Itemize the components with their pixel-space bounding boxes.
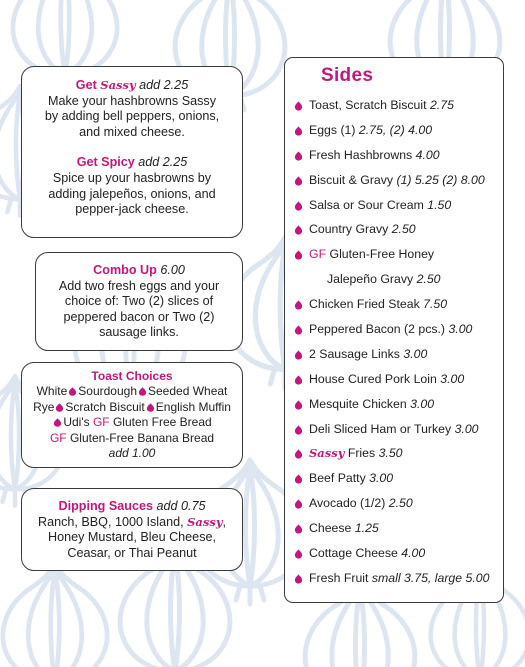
onion-bullet-icon <box>294 425 303 435</box>
onion-bullet-icon <box>294 549 303 559</box>
side-item-name: Gluten-Free Honey <box>329 247 435 262</box>
sides-title: Sides <box>321 65 374 86</box>
onion-outline-icon <box>3 563 107 667</box>
side-item-name: House Cured Pork Loin <box>309 371 437 386</box>
toast-item: Rye <box>33 399 55 414</box>
side-item <box>285 98 505 123</box>
combo-desc-1: Add two fresh eggs and your <box>58 278 220 293</box>
sassy-title-prefix: Get <box>75 78 97 92</box>
onion-bullet-icon <box>294 400 303 410</box>
side-item-text <box>327 272 441 286</box>
gf-label: GF <box>309 247 327 262</box>
side-item-text <box>309 521 379 535</box>
side-item-name: Fresh Hashbrowns <box>309 147 413 162</box>
side-item <box>285 571 505 596</box>
side-item-price: 3.00 <box>454 421 479 436</box>
side-item-price: 3.50 <box>378 446 403 461</box>
dip-price: add 0.75 <box>156 499 206 513</box>
side-item-text <box>309 198 451 212</box>
onion-bullet-icon <box>294 499 303 509</box>
gf-label: GF <box>49 430 67 445</box>
side-item-text <box>309 98 454 112</box>
side-item-name: Peppered Bacon (2 pcs.) <box>309 322 446 337</box>
side-item-text <box>309 123 432 137</box>
side-item-text <box>309 496 413 510</box>
side-item-price: 2.75 <box>429 98 454 112</box>
sassy-desc-3: and mixed cheese. <box>79 124 185 139</box>
sassy-price: add 2.25 <box>139 78 189 92</box>
spicy-price: add 2.25 <box>138 155 188 170</box>
side-item-price: 2.50 <box>416 272 441 287</box>
side-item-name: Toast, Scratch Biscuit <box>309 98 427 112</box>
toast-title: Toast Choices <box>91 369 173 383</box>
onion-bullet-icon <box>294 449 303 459</box>
gf-label: GF <box>92 415 110 430</box>
side-item-price: 3.00 <box>403 346 428 361</box>
banana-bread: Gluten-Free Banana Bread <box>69 430 215 445</box>
side-item-text <box>309 173 485 187</box>
onion-bullet-icon <box>294 225 303 235</box>
side-item-text <box>309 571 489 585</box>
side-item-name: Biscuit & Gravy <box>309 172 394 187</box>
onion-bullet-icon <box>294 350 303 360</box>
sassy-desc-1: Make your hashbrowns Sassy <box>48 93 216 108</box>
dip-line-1-text: Ranch, BBQ, 1000 Island, <box>37 514 184 529</box>
side-item-text <box>309 222 416 236</box>
onion-bullet-icon <box>55 403 64 412</box>
onion-bullet-icon <box>294 574 303 584</box>
side-item-text <box>309 247 434 261</box>
banana-price: add 1.00 <box>108 446 156 461</box>
toast-item: Sourdough <box>78 384 137 399</box>
side-item-name: Mesquite Chicken <box>309 396 407 411</box>
dipping-sauces-panel <box>21 488 243 571</box>
side-item-name: Country Gravy <box>309 222 389 237</box>
toast-item: English Muffin <box>155 399 231 414</box>
side-item-price: 2.50 <box>391 222 416 237</box>
sassy-desc-2: by adding bell peppers, onions, <box>44 109 220 124</box>
combo-desc-4: sausage links. <box>99 325 179 340</box>
sides-list <box>285 98 505 596</box>
side-item-name: Fries <box>347 446 376 461</box>
side-item-text <box>309 322 472 336</box>
sassy-script-logo: Sassy <box>100 78 136 92</box>
dip-title <box>22 499 242 515</box>
side-item <box>285 446 505 471</box>
combo-title <box>36 263 242 279</box>
side-item-price: 4.00 <box>401 546 426 561</box>
onion-bullet-icon <box>294 375 303 385</box>
sassy-title <box>22 78 242 94</box>
spicy-desc-2: adding jalepeños, onions, and <box>48 186 216 201</box>
side-item <box>285 272 505 297</box>
side-item-price: 7.50 <box>423 297 448 312</box>
side-item-name: Cheese <box>309 521 352 536</box>
side-item <box>285 521 505 546</box>
combo-price: 6.00 <box>160 263 185 277</box>
onion-bullet-icon <box>294 474 303 484</box>
dip-line-2: Honey Mustard, Bleu Cheese, <box>47 530 216 545</box>
toast-line-3 <box>22 415 242 430</box>
side-item-text <box>309 446 403 460</box>
sassy-script-logo: Sassy <box>309 446 345 461</box>
onion-bullet-icon <box>294 126 303 136</box>
side-item-price: 4.00 <box>415 147 440 162</box>
side-item-name: Avocado (1/2) <box>309 496 386 511</box>
dip-line-3: Ceasar, or Thai Peanut <box>67 545 197 560</box>
onion-bullet-icon <box>294 300 303 310</box>
toast-item: Seeded Wheat <box>148 384 228 399</box>
side-item-name: Deli Sliced Ham or Turkey <box>309 421 452 436</box>
udi-prefix: Udi's <box>63 415 90 430</box>
side-item-price: 2.75, (2) 4.00 <box>358 122 433 137</box>
toast-item: Scratch Biscuit <box>65 399 145 414</box>
spicy-desc-1: Spice up your hasbrowns by <box>52 170 212 185</box>
combo-desc-3: peppered bacon or Two (2) <box>63 309 215 324</box>
side-item-name: Jalepeño Gravy <box>327 272 414 287</box>
side-item <box>285 123 505 148</box>
side-item-text <box>309 546 425 560</box>
side-item <box>285 297 505 322</box>
side-item <box>285 198 505 223</box>
side-item-name: Eggs (1) <box>309 122 356 137</box>
side-item <box>285 422 505 447</box>
onion-bullet-icon <box>138 387 147 396</box>
onion-bullet-icon <box>294 151 303 161</box>
side-item <box>285 347 505 372</box>
side-item-price: 3.00 <box>410 396 435 411</box>
side-item-name: Chicken Fried Steak <box>309 297 420 312</box>
onion-bullet-icon <box>294 250 303 260</box>
side-item <box>285 397 505 422</box>
udi-suffix: Gluten Free Bread <box>112 415 212 430</box>
toast-line-1 <box>22 384 242 399</box>
dip-line-1 <box>22 515 242 531</box>
side-item-name: 2 Sausage Links <box>309 346 400 361</box>
toast-item: White <box>36 384 68 399</box>
side-item <box>285 222 505 247</box>
combo-desc-2: choice of: Two (2) slices of <box>64 294 214 309</box>
combo-title-text: Combo Up <box>93 263 157 277</box>
side-item-name: Cottage Cheese <box>309 546 398 561</box>
side-item-name: Fresh Fruit <box>309 570 369 585</box>
side-item-price: small 3.75, large 5.00 <box>371 570 490 585</box>
spicy-title <box>22 155 242 171</box>
onion-bullet-icon <box>294 176 303 186</box>
onion-bullet-icon <box>146 403 155 412</box>
side-item-text <box>309 148 440 162</box>
side-item-text <box>309 347 427 361</box>
side-item-price: 3.00 <box>369 471 394 486</box>
toast-line-4 <box>22 431 242 446</box>
side-item-text <box>309 297 447 311</box>
side-item-text <box>309 471 393 485</box>
toast-choices-panel <box>21 362 243 468</box>
onion-bullet-icon <box>294 325 303 335</box>
onion-bullet-icon <box>53 418 62 427</box>
side-item-name: Beef Patty <box>309 471 366 486</box>
onion-bullet-icon <box>294 524 303 534</box>
side-item-text <box>309 397 434 411</box>
side-item <box>285 148 505 173</box>
spicy-desc-3: pepper-jack cheese. <box>75 202 189 217</box>
side-item <box>285 546 505 571</box>
combo-up-panel <box>35 252 243 351</box>
side-item-text <box>309 372 464 386</box>
sassy-spicy-panel <box>21 66 243 238</box>
side-item <box>285 372 505 397</box>
sassy-script-logo: Sassy <box>187 514 223 529</box>
side-item-text <box>309 422 479 436</box>
side-item <box>285 247 505 272</box>
onion-bullet-icon <box>294 201 303 211</box>
side-item-price: (1) 5.25 (2) 8.00 <box>396 172 485 187</box>
side-item-price: 2.50 <box>388 496 413 511</box>
side-item <box>285 496 505 521</box>
side-item-price: 3.00 <box>440 371 465 386</box>
side-item-price: 1.25 <box>354 521 379 536</box>
side-item <box>285 322 505 347</box>
dip-line-1-end: , <box>222 514 226 529</box>
onion-bullet-icon <box>294 101 303 111</box>
sides-panel <box>284 57 504 603</box>
side-item-name: Salsa or Sour Cream <box>309 197 424 212</box>
onion-bullet-icon <box>68 387 77 396</box>
side-item-price: 1.50 <box>427 197 452 212</box>
side-item <box>285 173 505 198</box>
dip-title-text: Dipping Sauces <box>58 499 153 513</box>
toast-line-2 <box>22 400 242 415</box>
side-item <box>285 471 505 496</box>
side-item-price: 3.00 <box>448 322 473 337</box>
spicy-title-text: Get Spicy <box>76 155 135 170</box>
